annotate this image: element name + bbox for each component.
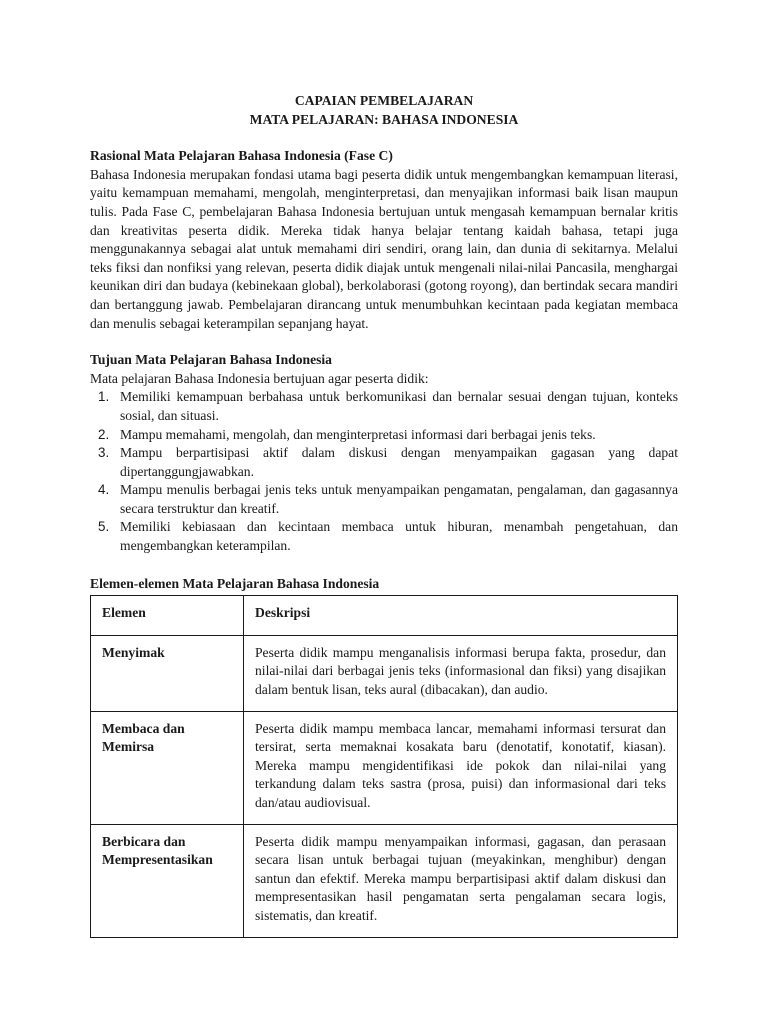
list-text: Mampu menulis berbagai jenis teks untuk menyampaikan pengamatan, pengalaman, dan gagasannya secara terstruktur dan kreatif. <box>120 482 678 516</box>
document-subtitle: MATA PELAJARAN: BAHASA INDONESIA <box>249 111 519 127</box>
elemen-table <box>90 595 678 937</box>
list-item <box>90 388 678 425</box>
rasional-body: Bahasa Indonesia merupakan fondasi utama bagi peserta didik untuk mengembangkan kemampuan literasi, yaitu kemampuan memahami, mengolah, menginterpretasi, dan menyajikan informasi baik lisan maupun tulis. Pada Fase C, pembelajaran Bahasa Indonesia bertujuan untuk mengasah kemampuan bernalar kritis dan kreativitas peserta didik. Mereka tidak hanya belajar tentang kaidah bahasa, tetapi juga menggunakannya sebagai alat untuk memahami diri sendiri, orang lain, dan dunia di sekitarnya. Melalui teks fiksi dan nonfiksi yang relevan, peserta didik diajak untuk mengenali nilai-nilai Pancasila, menghargai keunikan diri dan budaya (kebinekaan global), berkolaborasi (gotong royong), dan bertindak secara mandiri dan bertanggung jawab. Pembelajaran dirancang untuk menumbuhkan kecintaan pada kegiatan membaca dan menulis sebagai keterampilan sepanjang hayat. <box>90 166 678 331</box>
rasional-heading: Rasional Mata Pelajaran Bahasa Indonesia (Fase C) <box>90 148 393 164</box>
list-item <box>90 444 678 481</box>
list-number: 5. <box>98 519 110 535</box>
deskripsi-cell: Peserta didik mampu menyampaikan informasi, gagasan, dan perasaan secara lisan untuk berbagai tujuan (meyakinkan, menghibur) dengan santun dan efektif. Mereka mampu berpartisipasi aktif dalam diskusi dan mempresentasikan hasil pengamatan serta pengalaman secara logis, sistematis, dan kreatif. <box>244 824 678 937</box>
list-text: Mampu memahami, mengolah, dan menginterpretasi informasi dari berbagai jenis teks. <box>120 426 596 442</box>
table-row <box>91 824 678 937</box>
elemen-section <box>90 575 678 938</box>
list-item <box>90 481 678 518</box>
column-header-elemen: Elemen <box>91 596 244 636</box>
document-content <box>90 92 678 938</box>
table-row <box>91 711 678 824</box>
elemen-cell: Membaca dan Memirsa <box>91 711 244 824</box>
list-number: 4. <box>98 482 110 498</box>
tujuan-heading: Tujuan Mata Pelajaran Bahasa Indonesia <box>90 352 332 368</box>
list-text: Mampu berpartisipasi aktif dalam diskusi dengan menyampaikan gagasan yang dapat dipertanggungjawabkan. <box>120 445 678 479</box>
list-number: 1. <box>98 389 110 405</box>
elemen-cell: Berbicara dan Mempresentasikan <box>91 824 244 937</box>
table-header-row <box>91 596 678 636</box>
deskripsi-cell: Peserta didik mampu membaca lancar, memahami informasi tersurat dan tersirat, serta memaknai kosakata baru (denotatif, konotatif, kiasan). Mereka mampu mengidentifikasi ide pokok dan nilai-nilai yang terkandung dalam teks sastra (prosa, puisi) dan informasional dari teks dan/atau audiovisual. <box>244 711 678 824</box>
elemen-cell: Menyimak <box>91 635 244 711</box>
deskripsi-cell: Peserta didik mampu menganalisis informasi berupa fakta, prosedur, dan nilai-nilai dari berbagai jenis teks (informasional dan fiksi) yang disajikan dalam bentuk lisan, teks aural (dibacakan), dan audio. <box>244 635 678 711</box>
rasional-section <box>90 147 678 333</box>
list-item <box>90 518 678 555</box>
list-item <box>90 426 678 445</box>
table-row <box>91 635 678 711</box>
list-number: 3. <box>98 445 110 461</box>
column-header-deskripsi: Deskripsi <box>244 596 678 636</box>
list-text: Memiliki kemampuan berbahasa untuk berkomunikasi dan bernalar sesuai dengan tujuan, konteks sosial, dan situasi. <box>120 389 678 423</box>
tujuan-list <box>90 388 678 555</box>
list-text: Memiliki kebiasaan dan kecintaan membaca untuk hiburan, menambah pengetahuan, dan mengembangkan keterampilan. <box>120 519 678 554</box>
document-title: CAPAIAN PEMBELAJARAN <box>294 93 474 108</box>
tujuan-intro: Mata pelajaran Bahasa Indonesia bertujuan agar peserta didik: <box>90 370 429 386</box>
tujuan-section <box>90 351 678 556</box>
list-number: 2. <box>98 426 110 442</box>
elemen-heading: Elemen-elemen Mata Pelajaran Bahasa Indonesia <box>90 575 380 591</box>
